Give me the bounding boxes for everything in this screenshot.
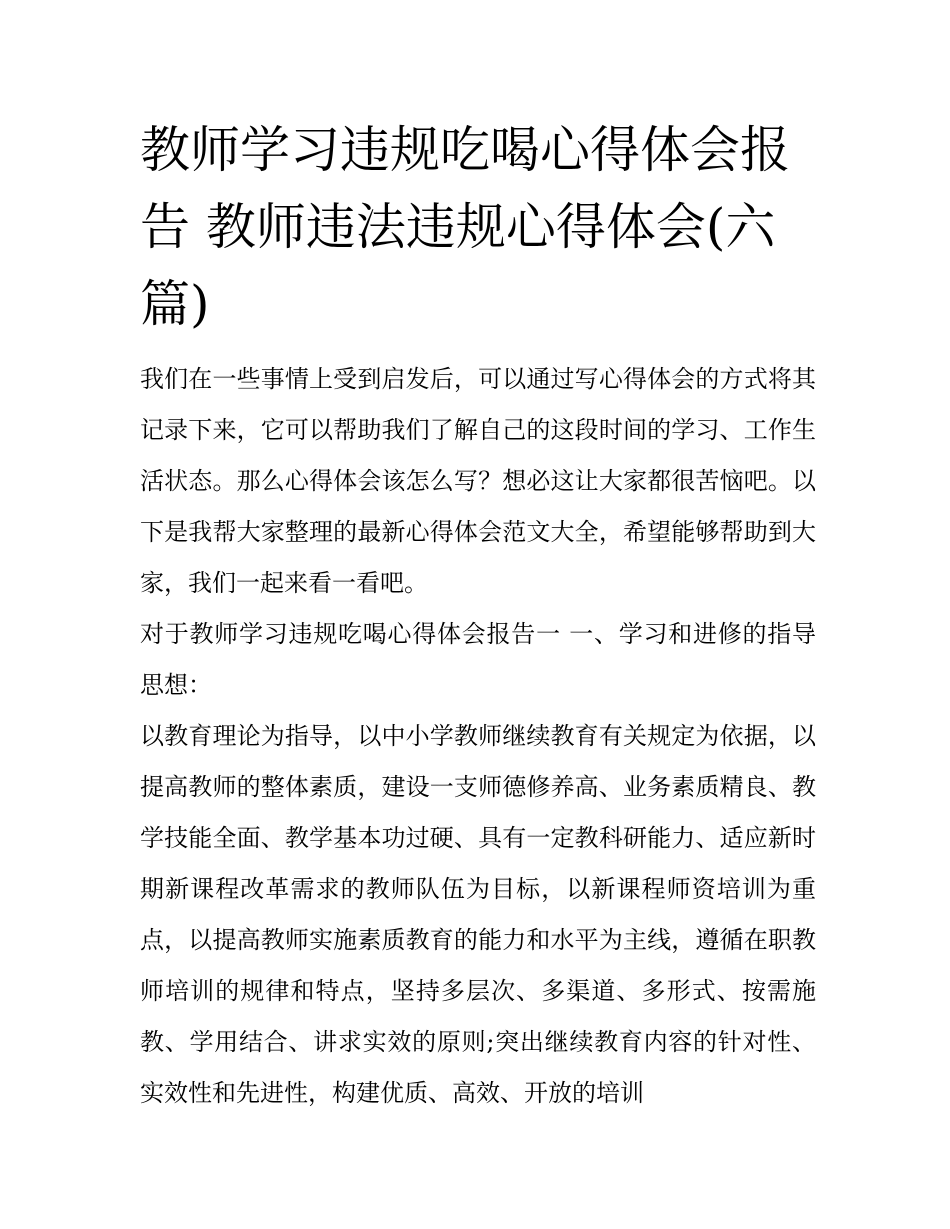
paragraph-intro: 我们在一些事情上受到启发后，可以通过写心得体会的方式将其记录下来，它可以帮助我们了解自己的这段时间的学习、工作生活状态。那么心得体会该怎么写？想必这让大家都很苦恼吧。以下是我帮大家整理的最新心得体会范文大全，希望能够帮助到大家，我们一起来看一看吧。 — [140, 365, 816, 597]
paragraph-section-heading: 对于教师学习违规吃喝心得体会报告一 一、学习和进修的指导思想： — [140, 620, 816, 699]
document-body — [140, 354, 816, 1119]
document-title: 教师学习违规吃喝心得体会报告 教师违法违规心得体会(六篇) — [140, 121, 790, 333]
paragraph-guiding-principle: 以教育理论为指导，以中小学教师继续教育有关规定为依据，以提高教师的整体素质，建设一支师德修养高、业务素质精良、教学技能全面、教学基本功过硬、具有一定教科研能力、适应新时期新课程改革需求的教师队伍为目标，以新课程师资培训为重点，以提高教师实施素质教育的能力和水平为主线，遵循在职教师培训的规律和特点，坚持多层次、多渠道、多形式、按需施教、学用结合、讲求实效的原则;突出继续教育内容的针对性、实效性和先进性，构建优质、高效、开放的培训 — [140, 722, 816, 1107]
